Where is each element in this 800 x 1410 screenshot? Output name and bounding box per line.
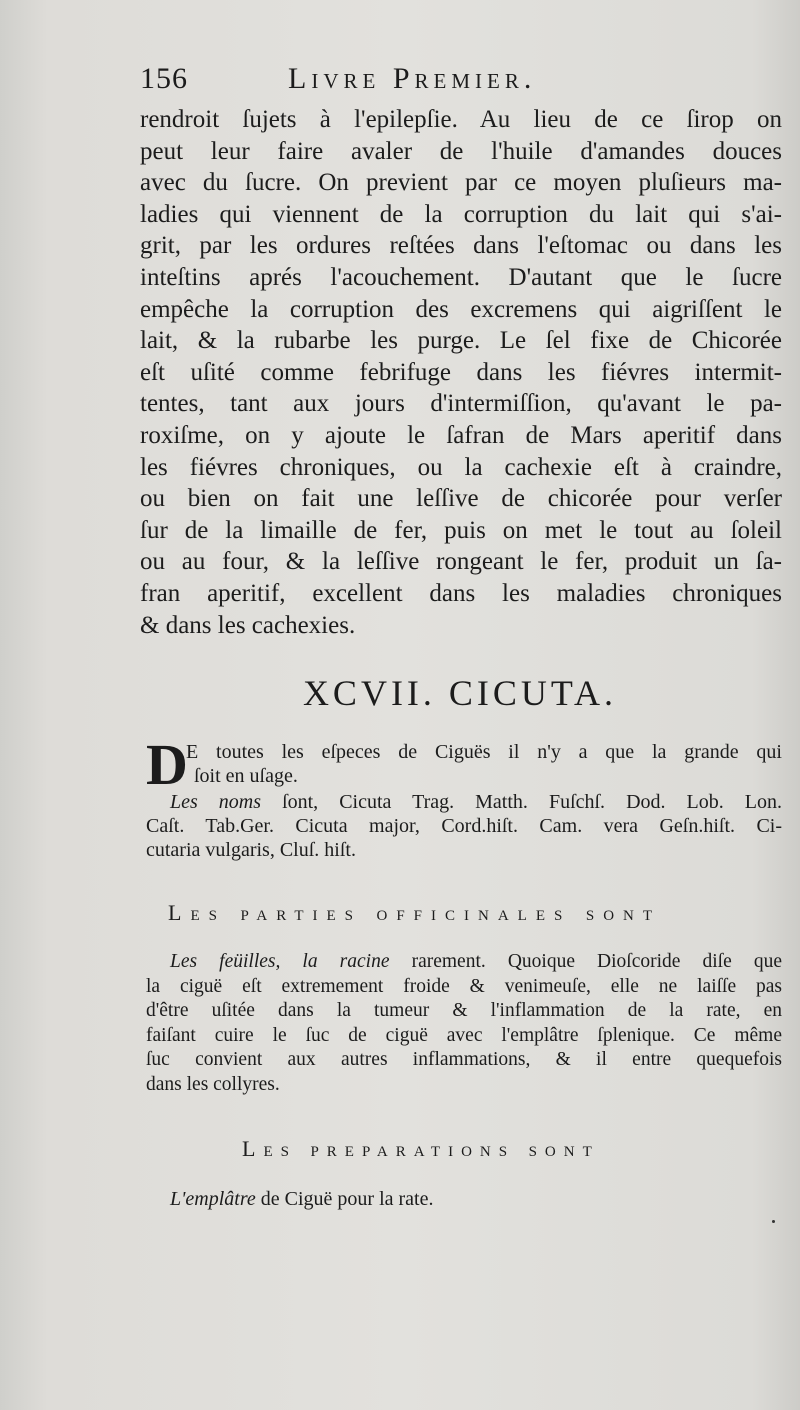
- names-text: ſont, Cicuta Trag. Matth. Fuſchſ. Dod. Lob. Lon.: [261, 791, 783, 813]
- text-line: [146, 950, 782, 975]
- text-line: Caſt. Tab.Ger. Cicuta major, Cord.hiſt. Cam. vera Geſn.hiſt. Ci-: [146, 815, 782, 837]
- drop-cap: D: [146, 732, 188, 797]
- parts-italic: Les feüilles, la racine: [170, 951, 390, 972]
- text-line: empêche la corruption des excremens qui aigriſſent le: [140, 295, 782, 323]
- page-number: 156: [140, 62, 188, 95]
- text-line: dans les collyres.: [146, 1073, 280, 1095]
- text-line: avec du ſucre. On previent par ce moyen pluſieurs ma-: [140, 169, 782, 197]
- preparation-item: [170, 1188, 433, 1211]
- running-title: Livre Premier.: [288, 62, 537, 95]
- page-header: [140, 62, 780, 102]
- chapter-title: XCVII. CICUTA.: [302, 673, 618, 713]
- section-heading-officinales: Les parties officinales sont: [168, 900, 662, 925]
- text-line: cutaria vulgaris, Cluſ. hiſt.: [146, 839, 356, 861]
- body-paragraph: [140, 104, 782, 641]
- text-line: d'être uſitée dans la tumeur & l'inflammation de la rate, en: [146, 1000, 782, 1021]
- text-line: faiſant cuire le ſuc de ciguë avec l'emplâtre ſplenique. Ce même: [146, 1024, 782, 1046]
- text-line: ſoit en uſage.: [194, 765, 298, 787]
- text-line: ladies qui viennent de la corruption du lait qui s'ai-: [140, 200, 782, 228]
- officinales-paragraph: [146, 950, 782, 1097]
- names-label: Les noms: [170, 791, 262, 813]
- text-line: ſur de la limaille de fer, puis on met le tout au ſoleil: [140, 516, 782, 544]
- text-line: inteſtins aprés l'acouchement. D'autant que le ſucre: [140, 263, 782, 291]
- text-line: peut leur faire avaler de l'huile d'amandes douces: [140, 137, 782, 165]
- text-line: lait, & la rubarbe les purge. Le ſel fixe de Chicorée: [140, 327, 782, 355]
- preparation-italic: L'emplâtre: [170, 1188, 256, 1210]
- text-line: tentes, tant aux jours d'intermiſſion, qu'avant le pa-: [140, 390, 782, 418]
- text-line: rendroit ſujets à l'epilepſie. Au lieu de ce ſirop on: [140, 106, 782, 133]
- text-line: ſuc convient aux autres inflammations, & il entre quequefois: [146, 1049, 782, 1070]
- parts-text: rarement. Quoique Dioſcoride diſe que: [389, 951, 782, 972]
- text-line: [146, 790, 782, 814]
- text-line: & dans les cachexies.: [140, 611, 356, 639]
- text-line: E toutes les eſpeces de Ciguës il n'y a que la grande qui: [186, 741, 782, 763]
- text-line: fran aperitif, excellent dans les maladies chroniques: [140, 579, 782, 607]
- ink-speck: [772, 1220, 775, 1223]
- definition-names: [146, 790, 782, 862]
- text-line: ou au four, & la leſſive rongeant le fer, produit un ſa-: [140, 548, 782, 576]
- preparation-text: de Ciguë pour la rate.: [255, 1188, 434, 1210]
- text-line: la ciguë eſt extremement froide & venimeuſe, elle ne laiſſe pas: [146, 975, 782, 997]
- text-line: roxiſme, on y ajoute le ſafran de Mars aperitif dans: [140, 421, 782, 449]
- text-line: eſt uſité comme febrifuge dans les fiévres intermit-: [140, 358, 782, 386]
- text-line: les fiévres chroniques, ou la cachexie eſt à craindre,: [140, 453, 782, 481]
- section-heading-preparations: Les preparations sont: [242, 1136, 600, 1161]
- text-line: ou bien on fait une leſſive de chicorée pour verſer: [140, 485, 782, 513]
- text-line: grit, par les ordures reſtées dans l'eſtomac ou dans les: [140, 232, 782, 260]
- definition-intro: [146, 732, 782, 797]
